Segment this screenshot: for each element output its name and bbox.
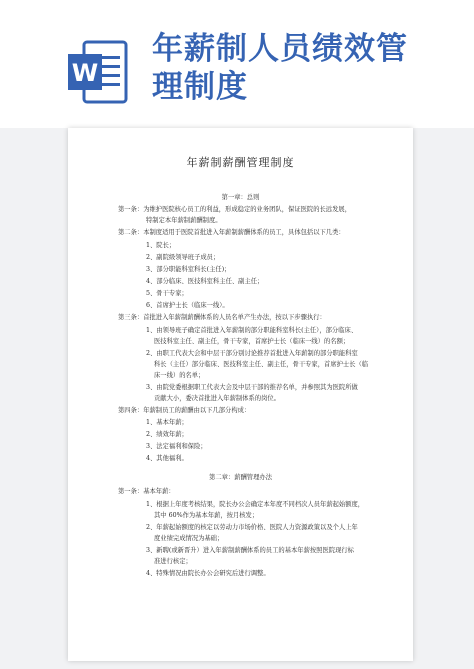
chapter-2-article-1-line-1: 第一条：基本年薪： (118, 488, 175, 495)
chapter-2-item-3-line-1: 3、新聘(或新晋升）进入年薪制薪酬体系的员工的基本年薪按照医院现行标 (146, 547, 354, 554)
page-header (0, 0, 474, 128)
title-line-1: 年薪制人员绩效管 (152, 31, 408, 67)
article-3-item-3-line-2: 贡献大小，委决首批进入年薪制体系的岗位。 (154, 395, 280, 402)
article-2-item-4: 4、部分临床、医技科室科主任、副主任； (146, 278, 264, 285)
document-title: 年薪制薪酬管理制度 (186, 156, 295, 169)
article-4-item-3: 3、法定福利和保险； (146, 443, 207, 450)
chapter-1-heading: 第一章：总则 (221, 194, 260, 201)
chapter-2-heading: 第二章：薪酬管理办法 (209, 474, 272, 481)
article-4-line-1: 第四条：年薪制员工的薪酬由以下几部分构成： (118, 407, 251, 414)
article-2-line-1: 第二条：本制度适用于医院首批进入年薪制薪酬体系的员工，具体包括以下几类： (118, 229, 345, 236)
page-title (152, 30, 462, 106)
title-line-2: 理制度 (152, 69, 248, 105)
article-3-line-1: 第三条：首批进入年薪制薪酬体系的人员名单产生办法，按以下步骤执行： (118, 314, 326, 321)
chapter-2-item-1-line-1: 1、根据上年度考核结果，院长办公会确定本年度不同档次人员年薪起始额度， (146, 501, 365, 508)
article-2-item-2: 2、副院级领导班子成员； (146, 254, 220, 261)
article-2-item-1: 1、院长； (146, 242, 176, 249)
article-1-line-1: 第一条：为维护医院核心员工的利益，形成稳定的业务团队，保证医院的长远发展， (118, 206, 351, 213)
article-2-item-3: 3、部分职能科室科长(主任)； (146, 266, 231, 273)
article-3-item-2-line-2: 科长（主任）部分临床、医技科室主任、副主任，骨干专家，首席护士长（临 (154, 361, 369, 368)
chapter-2-item-2-line-2: 度业绩完成情况为基础； (154, 535, 224, 542)
article-4-item-2: 2、绩效年薪； (146, 431, 188, 438)
chapter-2-item-3-line-2: 准进行核定； (154, 558, 192, 565)
article-4-item-1: 1、基本年薪； (146, 419, 188, 426)
article-3-item-3-line-1: 3、由院党委根据职工代表大会及中层干部的推荐名单，并参照其为医院所做 (146, 384, 358, 391)
article-2-item-6: 6、首席护士长（临床一线）。 (146, 302, 229, 309)
article-3-item-1-line-1: 1、由领导班子确定首批进入年薪制的部分职能科室科长(主任），部分临床、 (146, 327, 358, 334)
svg-text:W: W (71, 59, 99, 87)
article-3-item-1-line-2: 医技科室主任、副主任，骨干专家，首席护士长（临床一线）的名额； (154, 338, 350, 345)
document-page (68, 128, 413, 661)
article-1-line-2: 特制定本年薪制薪酬制度。 (146, 217, 222, 224)
chapter-2-item-1-line-2: 其中 60%作为基本年薪，按月核发； (154, 512, 259, 519)
article-2-item-5: 5、骨干专家； (146, 290, 188, 297)
chapter-2-item-2-line-1: 2、年薪起始额度的核定以劳动力市场价格、医院人力资源政策以及个人上年 (146, 524, 358, 531)
article-3-item-2-line-3: 床一线）的名单； (154, 372, 205, 379)
article-3-item-2-line-1: 2、由职工代表大会和中层干部分别讨论推荐首批进入年薪制的部分职能科室 (146, 350, 358, 357)
word-doc-icon (68, 40, 128, 104)
article-4-item-4: 4、其他福利。 (146, 455, 188, 462)
chapter-2-item-4-line-1: 4、特殊情况由院长办公会研究后进行调整。 (146, 570, 270, 577)
